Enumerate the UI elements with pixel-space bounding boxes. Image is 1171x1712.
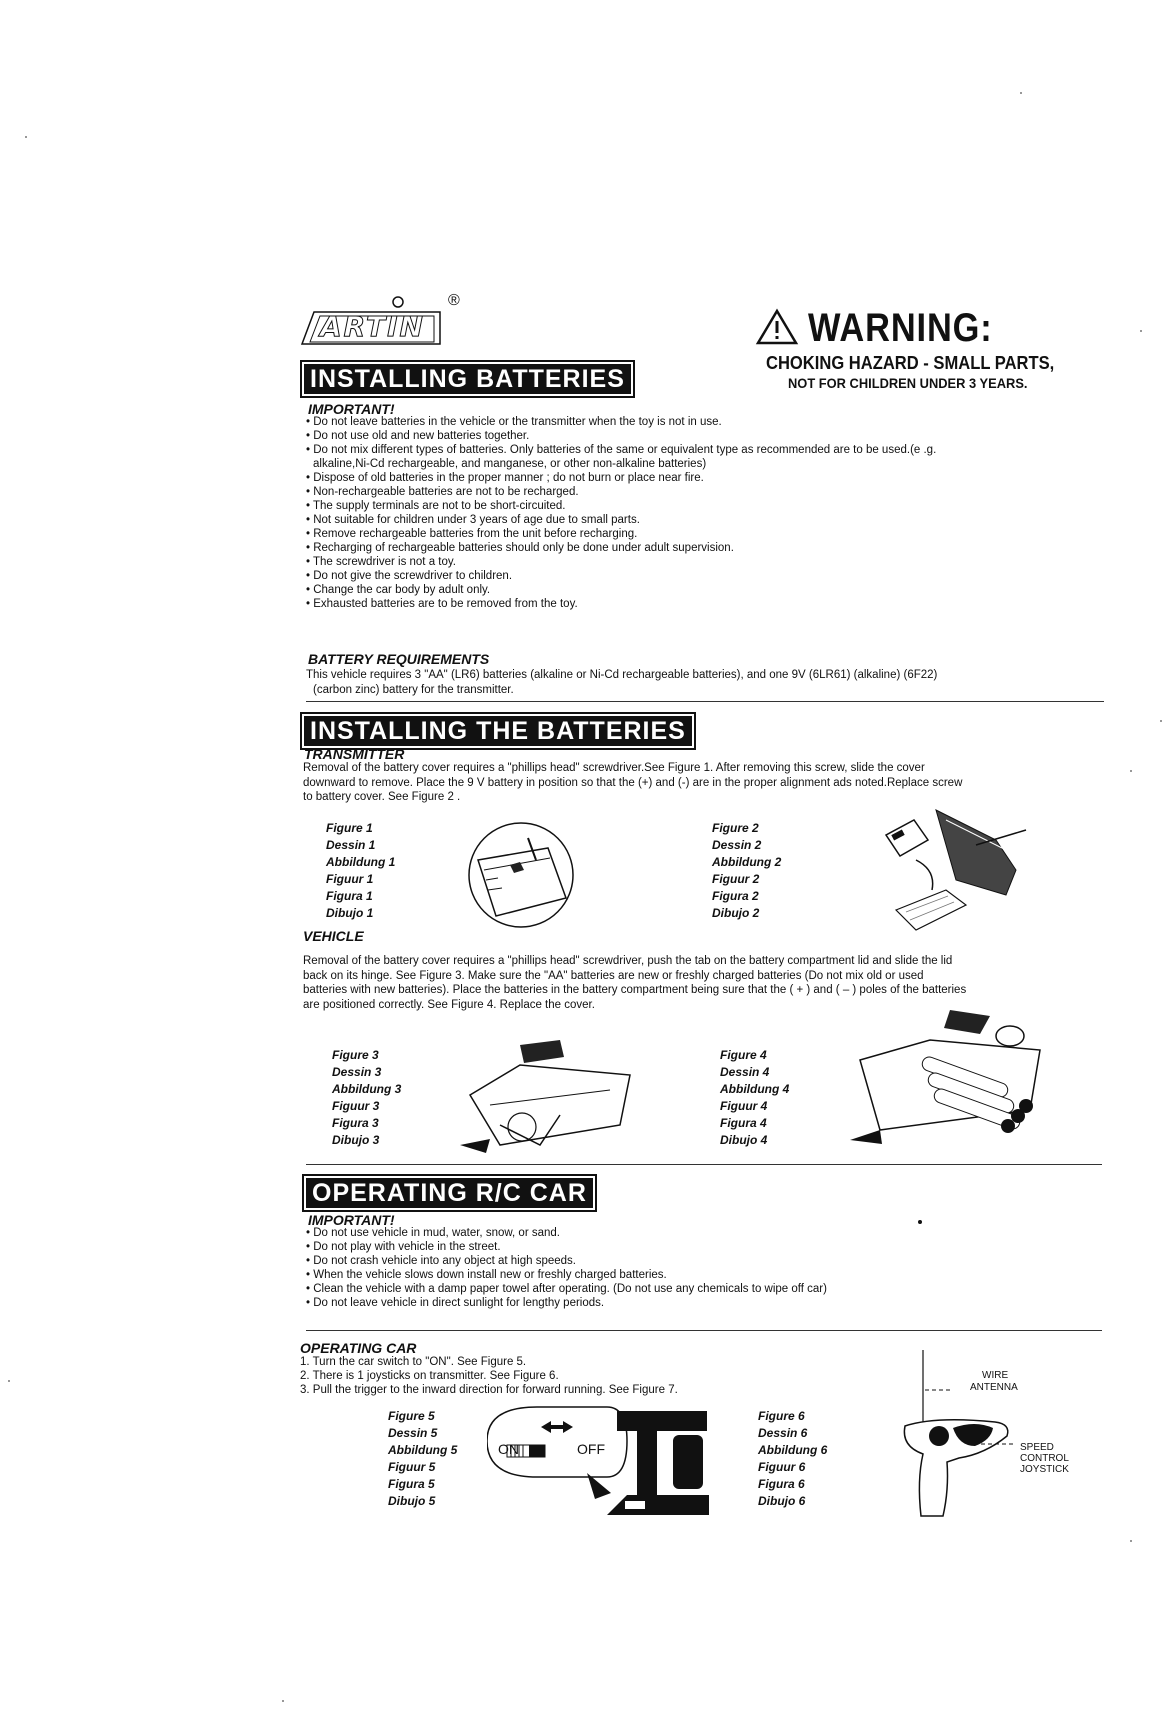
figure-4-illustration xyxy=(850,1010,1050,1150)
figure-label: Abbildung 3 xyxy=(332,1082,402,1096)
scan-speck xyxy=(25,136,27,138)
step-item: 2. There is 1 joysticks on transmitter. See Figure 6. xyxy=(300,1370,559,1382)
operating-safety-list xyxy=(306,1226,827,1310)
figure-label: Figure 4 xyxy=(720,1048,767,1062)
figure-6-labels xyxy=(758,1408,827,1510)
list-item: • Do not leave batteries in the vehicle or the transmitter when the toy is not in use. xyxy=(306,415,936,429)
list-item: • Do not mix different types of batteries. Only batteries of the same or equivalent type as recommended are to be used.(e .g. xyxy=(306,443,936,457)
joystick-label: JOYSTICK xyxy=(1020,1464,1069,1475)
scan-speck xyxy=(1020,92,1022,94)
scan-speck xyxy=(1130,1540,1132,1542)
figure-label: Dessin 4 xyxy=(720,1065,770,1079)
step-item: 1. Turn the car switch to "ON". See Figure 5. xyxy=(300,1356,527,1368)
battery-safety-list xyxy=(306,415,936,611)
operating-car-label: OPERATING CAR xyxy=(300,1340,417,1356)
figure-label: Figura 2 xyxy=(712,889,759,903)
section-banner-installing-batteries: INSTALLING BATTERIES xyxy=(300,360,635,398)
figure-label: Dessin 1 xyxy=(326,838,376,852)
paragraph-line: back on its hinge. See Figure 3. Make sure the "AA" batteries are new or freshly charged batteries (Do not mix old or used xyxy=(303,969,924,982)
vehicle-label: VEHICLE xyxy=(303,928,364,944)
age-warning-text: NOT FOR CHILDREN UNDER 3 YEARS. xyxy=(788,375,1028,391)
brand-logo xyxy=(298,292,460,348)
scan-speck xyxy=(1160,720,1162,722)
figure-label: Figure 1 xyxy=(326,821,373,835)
figure-label: Dibujo 2 xyxy=(712,906,760,920)
warning-title: WARNING: xyxy=(808,306,993,350)
vehicle-instructions xyxy=(303,954,966,1012)
list-item: • Do not play with vehicle in the street. xyxy=(306,1240,827,1254)
figure-label: Figure 2 xyxy=(712,821,759,835)
figure-label: Dibujo 6 xyxy=(758,1494,806,1508)
antenna-label: ANTENNA xyxy=(970,1382,1018,1393)
figure-label: Dibujo 3 xyxy=(332,1133,380,1147)
important-label: IMPORTANT! xyxy=(308,401,395,417)
list-item: • The supply terminals are not to be short-circuited. xyxy=(306,499,936,513)
divider xyxy=(306,1164,1102,1165)
figure-1-illustration xyxy=(458,820,584,930)
figure-label: Dessin 6 xyxy=(758,1426,808,1440)
control-label: CONTROL xyxy=(1020,1453,1069,1464)
figure-label: Figuur 5 xyxy=(388,1460,436,1474)
requirements-line: This vehicle requires 3 "AA" (LR6) batteries (alkaline or Ni-Cd rechargeable batteries), and one 9V (6LR61) (alkaline) (6F22) xyxy=(306,669,938,681)
paragraph-line: are positioned correctly. See Figure 4. Replace the cover. xyxy=(303,998,595,1011)
logo-text: ARTIN xyxy=(320,310,425,343)
figure-label: Figuur 1 xyxy=(326,872,374,886)
figure-label: Dessin 3 xyxy=(332,1065,382,1079)
list-item: • The screwdriver is not a toy. xyxy=(306,555,936,569)
figure-label: Figuur 2 xyxy=(712,872,760,886)
figure-label: Figuur 3 xyxy=(332,1099,380,1113)
list-item: • Exhausted batteries are to be removed from the toy. xyxy=(306,597,936,611)
figure-label: Dessin 5 xyxy=(388,1426,438,1440)
important-label: IMPORTANT! xyxy=(308,1212,395,1228)
figure-label: Abbildung 6 xyxy=(758,1443,828,1457)
list-item: • When the vehicle slows down install new or freshly charged batteries. xyxy=(306,1268,827,1282)
figure-label: Figure 6 xyxy=(758,1409,805,1423)
scan-speck xyxy=(282,1700,284,1702)
switch-off-label: OFF xyxy=(577,1441,605,1457)
figure-label: Figuur 4 xyxy=(720,1099,768,1113)
figure-5-labels xyxy=(388,1408,457,1510)
scan-speck xyxy=(8,1380,10,1382)
wire-label: WIRE xyxy=(982,1370,1009,1381)
figure-3-illustration xyxy=(460,1035,640,1155)
stray-dot xyxy=(918,1220,922,1224)
paragraph-line: Removal of the battery cover requires a "phillips head" screwdriver, push the tab on the battery compartment lid and slide the lid xyxy=(303,955,953,967)
list-item: • Do not use old and new batteries together. xyxy=(306,429,936,443)
divider xyxy=(306,1330,1102,1331)
list-item: • Non-rechargeable batteries are not to be recharged. xyxy=(306,485,936,499)
figure-2-illustration xyxy=(856,800,1056,950)
list-item: • Dispose of old batteries in the proper manner ; do not burn or place near fire. xyxy=(306,471,936,485)
step-item: 3. Pull the trigger to the inward direction for forward running. See Figure 7. xyxy=(300,1384,678,1396)
figure-label: Figura 4 xyxy=(720,1116,767,1130)
operating-steps xyxy=(300,1355,678,1397)
figure-label: Dibujo 5 xyxy=(388,1494,436,1508)
figure-label: Dibujo 4 xyxy=(720,1133,768,1147)
figure-label: Abbildung 1 xyxy=(326,855,396,869)
paragraph-line: downward to remove. Place the 9 V battery in position so that the (+) and (-) are in the proper alignment ads noted.Replace screw xyxy=(303,776,963,789)
paragraph-line: Removal of the battery cover requires a "phillips head" screwdriver.See Figure 1. After removing this screw, slide the cover xyxy=(303,762,925,774)
battery-requirements-text xyxy=(306,668,937,697)
list-item: • Clean the vehicle with a damp paper towel after operating. (Do not use any chemicals to wipe off car) xyxy=(306,1282,827,1296)
figure-3-labels xyxy=(332,1047,401,1149)
warning-triangle-icon xyxy=(755,308,799,346)
list-item: • Recharging of rechargeable batteries should only be done under adult supervision. xyxy=(306,541,936,555)
list-item: • Do not give the screwdriver to children. xyxy=(306,569,936,583)
list-item: • Change the car body by adult only. xyxy=(306,583,936,597)
figure-label: Figura 5 xyxy=(388,1477,435,1491)
battery-requirements-label: BATTERY REQUIREMENTS xyxy=(308,651,490,667)
figure-label: Abbildung 5 xyxy=(388,1443,458,1457)
paragraph-line: batteries with new batteries). Place the batteries in the battery compartment being sure that the ( + ) and ( – ) poles of the batteries xyxy=(303,984,967,996)
transmitter-label: TRANSMITTER xyxy=(304,746,405,762)
figure-2-labels xyxy=(712,820,781,922)
figure-4-labels xyxy=(720,1047,789,1149)
requirements-line: (carbon zinc) battery for the transmitter. xyxy=(313,683,514,696)
speed-label: SPEED xyxy=(1020,1442,1054,1453)
divider xyxy=(306,701,1104,702)
list-item: • Not suitable for children under 3 years of age due to small parts. xyxy=(306,513,936,527)
figure-label: Abbildung 2 xyxy=(712,855,782,869)
figure-label: Figura 3 xyxy=(332,1116,379,1130)
list-item: • Remove rechargeable batteries from the unit before recharging. xyxy=(306,527,936,541)
section-banner-operating-rc-car: OPERATING R/C CAR xyxy=(302,1174,597,1212)
list-item: • Do not use vehicle in mud, water, snow, or sand. xyxy=(306,1226,827,1240)
figure-5-illustration xyxy=(487,1405,712,1517)
figure-1-labels xyxy=(326,820,395,922)
figure-label: Figura 1 xyxy=(326,889,373,903)
figure-label: Figure 3 xyxy=(332,1048,379,1062)
switch-on-label: ON xyxy=(498,1441,519,1457)
transmitter-instructions xyxy=(303,761,962,805)
scan-speck xyxy=(1140,330,1142,332)
list-item: • Do not leave vehicle in direct sunlight for lengthy periods. xyxy=(306,1296,827,1310)
registered-mark: ® xyxy=(448,292,460,309)
figure-label: Figuur 6 xyxy=(758,1460,806,1474)
figure-label: Dibujo 1 xyxy=(326,906,374,920)
list-item: alkaline,Ni-Cd rechargeable, and manganese, or other non-alkaline batteries) xyxy=(313,458,707,470)
figure-label: Figura 6 xyxy=(758,1477,805,1491)
figure-label: Abbildung 4 xyxy=(720,1082,790,1096)
figure-label: Dessin 2 xyxy=(712,838,762,852)
section-banner-installing-the-batteries: INSTALLING THE BATTERIES xyxy=(300,712,696,750)
choking-hazard-text: CHOKING HAZARD - SMALL PARTS, xyxy=(766,353,1055,373)
scan-speck xyxy=(1130,770,1132,772)
list-item: • Do not crash vehicle into any object at high speeds. xyxy=(306,1254,827,1268)
figure-label: Figure 5 xyxy=(388,1409,435,1423)
paragraph-line: to battery cover. See Figure 2 . xyxy=(303,791,461,803)
